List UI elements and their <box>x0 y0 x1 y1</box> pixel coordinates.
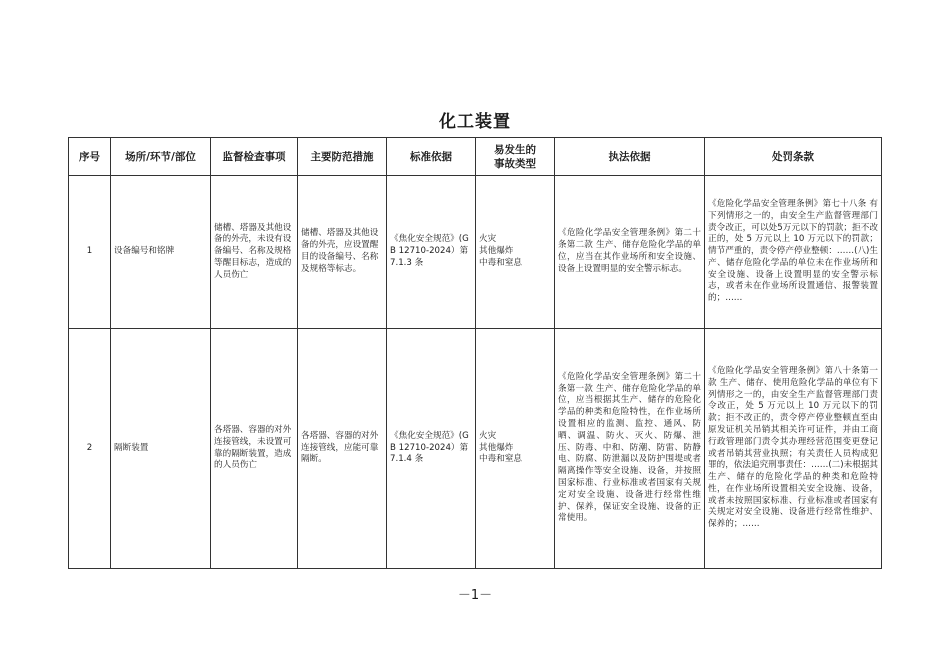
cell-inspection: 各塔器、容器的对外连接管线，未设置可靠的隔断装置，造成的人员伤亡 <box>211 329 298 569</box>
col-header-standard: 标准依据 <box>387 138 476 176</box>
cell-inspection: 储槽、塔器及其他设备的外壳，未设有设备编号、名称及规格等醒目标志，造成的人员伤亡 <box>211 176 298 329</box>
cell-accident: 火灾 其他爆炸 中毒和窒息 <box>476 176 555 329</box>
regulation-table <box>68 137 882 569</box>
col-header-accident: 易发生的 事故类型 <box>476 138 555 176</box>
col-header-no: 序号 <box>69 138 111 176</box>
col-header-inspection: 监督检查事项 <box>211 138 298 176</box>
cell-accident: 火灾 其他爆炸 中毒和窒息 <box>476 329 555 569</box>
col-header-measures: 主要防范措施 <box>298 138 387 176</box>
col-header-location: 场所/环节/部位 <box>111 138 211 176</box>
cell-measures: 各塔器、容器的对外连接管线，应能可靠隔断。 <box>298 329 387 569</box>
cell-location: 设备编号和铭牌 <box>111 176 211 329</box>
cell-penalty: 《危险化学品安全管理条例》第七十八条 有下列情形之一的，由安全生产监督管理部门责令改正，可以处5万元以下的罚款；拒不改正的，处 5 万元以上 10 万元以下的罚款；情节严重的，责令停产停业整顿：……(八)生产、储存危险化学品的单位未在作业场所和安全设施、设备上设置明显的安全警示标志，或者未在作业场所设置通信、报警装置的；…… <box>705 176 882 329</box>
col-header-penalty: 处罚条款 <box>705 138 882 176</box>
cell-no: 2 <box>69 329 111 569</box>
cell-location: 隔断装置 <box>111 329 211 569</box>
table-header-row <box>69 138 882 176</box>
col-header-law: 执法依据 <box>555 138 705 176</box>
cell-penalty: 《危险化学品安全管理条例》第八十条第一款 生产、储存、使用危险化学品的单位有下列情形之一的，由安全生产监督管理部门责令改正，处 5 万元以上 10 万元以下的罚款；拒不改正的，责令停产停业整顿直至由原发证机关吊销其相关许可证件，并由工商行政管理部门责令其办理经营范围变更登记或者吊销其营业执照；有关责任人员构成犯罪的，依法追究刑事责任：……(二)未根据其生产、储存的危险化学品的种类和危险特性，在作业场所设置相关安全设施、设备，或者未按照国家标准、行业标准或者国家有关规定对安全设施、设备进行经常性维护、保养的；…… <box>705 329 882 569</box>
table-row <box>69 329 882 569</box>
cell-law: 《危险化学品安全管理条例》第二十条第二款 生产、储存危险化学品的单位，应当在其作业场所和安全设施、设备上设置明显的安全警示标志。 <box>555 176 705 329</box>
page-title: 化工装置 <box>439 112 511 132</box>
cell-standard: 《焦化安全规范》(GB 12710-2024）第 7.1.4 条 <box>387 329 476 569</box>
cell-law: 《危险化学品安全管理条例》第二十条第一款 生产、储存危险化学品的单位，应当根据其生产、储存的危险化学品的种类和危险特性，在作业场所设置相应的监测、监控、通风、防晒、调温、防火、灭火、防爆、泄压、防毒、中和、防潮、防雷、防静电、防腐、防泄漏以及防护围堤或者隔离操作等安全设施、设备，并按照国家标准、行业标准或者国家有关规定对安全设施、设备进行经常性维护、保养，保证安全设施、设备的正常使用。 <box>555 329 705 569</box>
cell-standard: 《焦化安全规范》(GB 12710-2024）第 7.1.3 条 <box>387 176 476 329</box>
cell-measures: 储槽、塔器及其他设备的外壳，应设置醒目的设备编号、名称及规格等标志。 <box>298 176 387 329</box>
cell-no: 1 <box>69 176 111 329</box>
table-row <box>69 176 882 329</box>
page-number: －1－ <box>457 588 493 603</box>
